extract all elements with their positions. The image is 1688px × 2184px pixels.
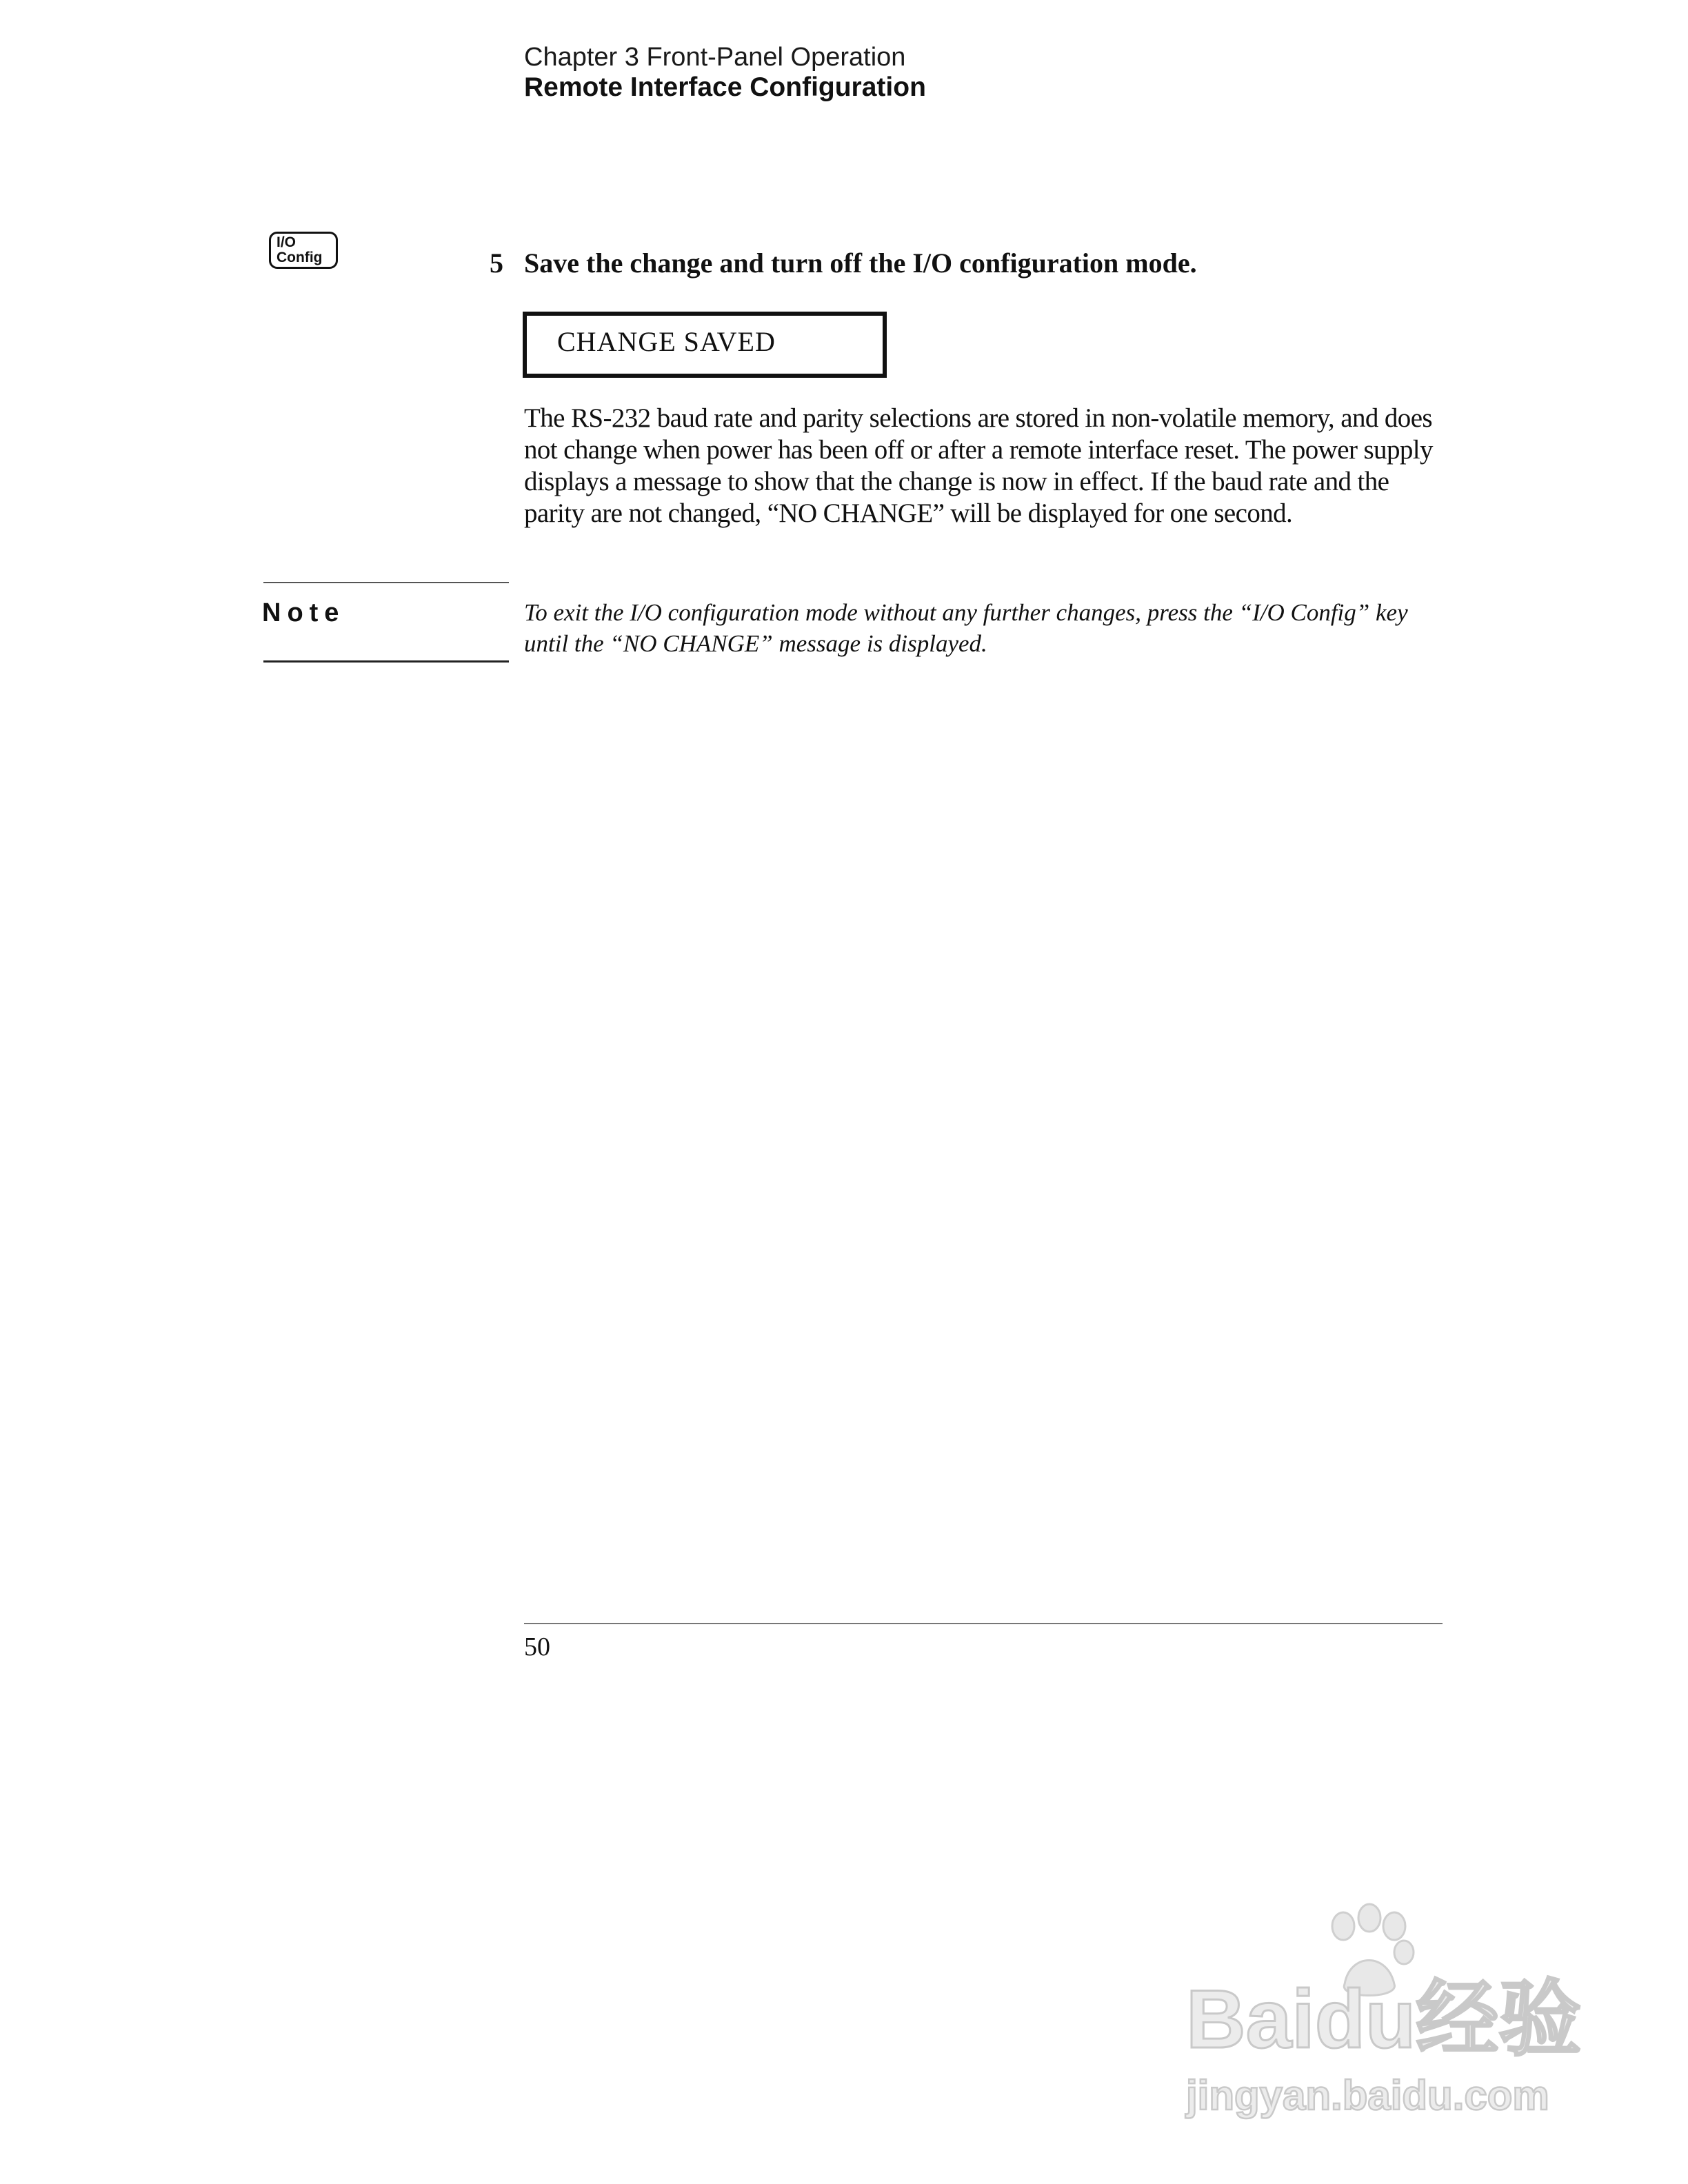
front-panel-display [523,312,887,378]
baidu-watermark-logo [1172,1903,1586,2123]
key-label-line2: Config [277,250,323,265]
footer-divider [524,1623,1443,1624]
note-bottom-divider [263,660,509,663]
note-text: To exit the I/O configuration mode without any further changes, press the “I/O Config” key until the “NO CHANGE” message is displayed. [524,599,1408,657]
note-label: Note [262,598,345,627]
body-paragraph: The RS-232 baud rate and parity selections are stored in non-volatile memory, and does not change when power has been off or after a remote interface reset. The power supply displays a message to show that the change is now in effect. If the baud rate and the parity are not changed, “NO CHANGE” will be displayed for one second. [524,403,1433,528]
svg-text:Baidu经验: Baidu经验 [1186,1973,1582,2065]
step-number: 5 [490,247,503,279]
page-number: 50 [524,1632,550,1661]
chapter-title: Chapter 3 Front-Panel Operation [524,43,906,72]
note-top-divider [263,582,509,583]
step-heading: Save the change and turn off the I/O configuration mode. [524,247,1197,279]
section-title: Remote Interface Configuration [524,72,926,102]
display-text: CHANGE SAVED [557,326,776,357]
key-label-line1: I/O [277,234,297,250]
svg-text:jingyan.baidu.com: jingyan.baidu.com [1186,2072,1549,2119]
io-config-key-icon [269,232,338,269]
